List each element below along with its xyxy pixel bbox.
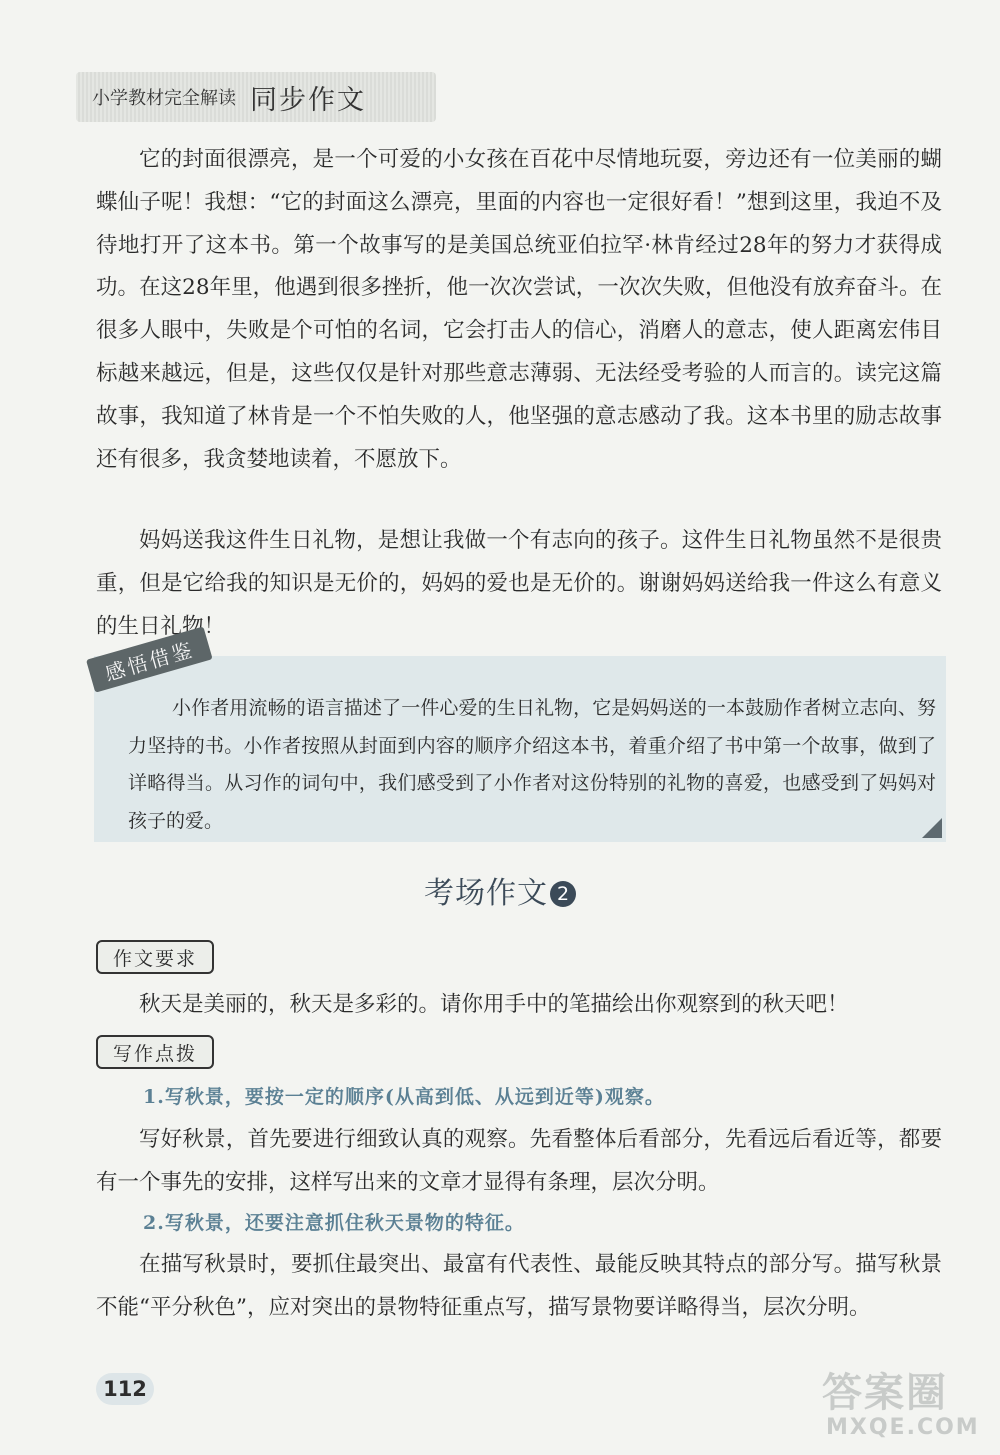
tip-point-1: 1.写秋景，要按一定的顺序(从高到低、从远到近等)观察。: [143, 1086, 665, 1108]
requirement-text: 秋天是美丽的，秋天是多彩的。请你用手中的笔描绘出你观察到的秋天吧！: [139, 992, 849, 1017]
section-title-text: 考场作文: [424, 876, 548, 911]
header-banner: [76, 72, 436, 122]
book-title: 同步作文: [250, 84, 366, 116]
tip-point-2: 2.写秋景，还要注意抓住秋天景物的特征。: [143, 1212, 525, 1234]
tip-text-2: 在描写秋景时，要抓住最突出、最富有代表性、最能反映其特点的部分写。描写秋景不能“平分秋色”，应对突出的景物特征重点写，描写景物要详略得当，层次分明。: [96, 1252, 942, 1320]
tip-text-1: 写好秋景，首先要进行细致认真的观察。先看整体后看部分，先看远后看近等，都要有一个事先的安排，这样写出来的文章才显得有条理，层次分明。: [96, 1127, 942, 1195]
story-paragraph-2: 妈妈送我这件生日礼物，是想让我做一个有志向的孩子。这件生日礼物虽然不是很贵重，但是它给我的知识是无价的，妈妈的爱也是无价的。谢谢妈妈送给我一件这么有意义的生日礼物！: [96, 528, 942, 639]
review-text: 小作者用流畅的语言描述了一件心爱的生日礼物，它是妈妈送的一本鼓励作者树立志向、努力坚持的书。小作者按照从封面到内容的顺序介绍这本书，着重介绍了书中第一个故事，做到了详略得当。从习作的词句中，我们感受到了小作者对这份特别的礼物的喜爱，也感受到了妈妈对孩子的爱。: [128, 697, 936, 832]
section-title: [0, 868, 1000, 912]
page-number: 112: [96, 1373, 154, 1405]
watermark-logo: 答案圈: [822, 1370, 948, 1416]
watermark-url: MXQE.COM: [826, 1415, 980, 1440]
section-number-badge: 2: [550, 881, 576, 907]
book-subtitle: 小学教材完全解读: [92, 88, 236, 109]
review-tag: 感悟借鉴: [86, 626, 213, 692]
requirement-label: 作文要求: [96, 940, 214, 974]
tips-label: 写作点拨: [96, 1035, 214, 1069]
story-paragraph-1: 它的封面很漂亮，是一个可爱的小女孩在百花中尽情地玩耍，旁边还有一位美丽的蝴蝶仙子呢！我想：“它的封面这么漂亮，里面的内容也一定很好看！”想到这里，我迫不及待地打开了这本书。第一个故事写的是美国总统亚伯拉罕·林肯经过28年的努力才获得成功。在这28年里，他遇到很多挫折，他一次次尝试，一次次失败，但他没有放弃奋斗。在很多人眼中，失败是个可怕的名词，它会打击人的信心，消磨人的意志，使人距离宏伟目标越来越远，但是，这些仅仅是针对那些意志薄弱、无法经受考验的人而言的。读完这篇故事，我知道了林肯是一个不怕失败的人，他坚强的意志感动了我。这本书里的励志故事还有很多，我贪婪地读着，不愿放下。: [96, 147, 942, 472]
watermark: [822, 1370, 992, 1448]
